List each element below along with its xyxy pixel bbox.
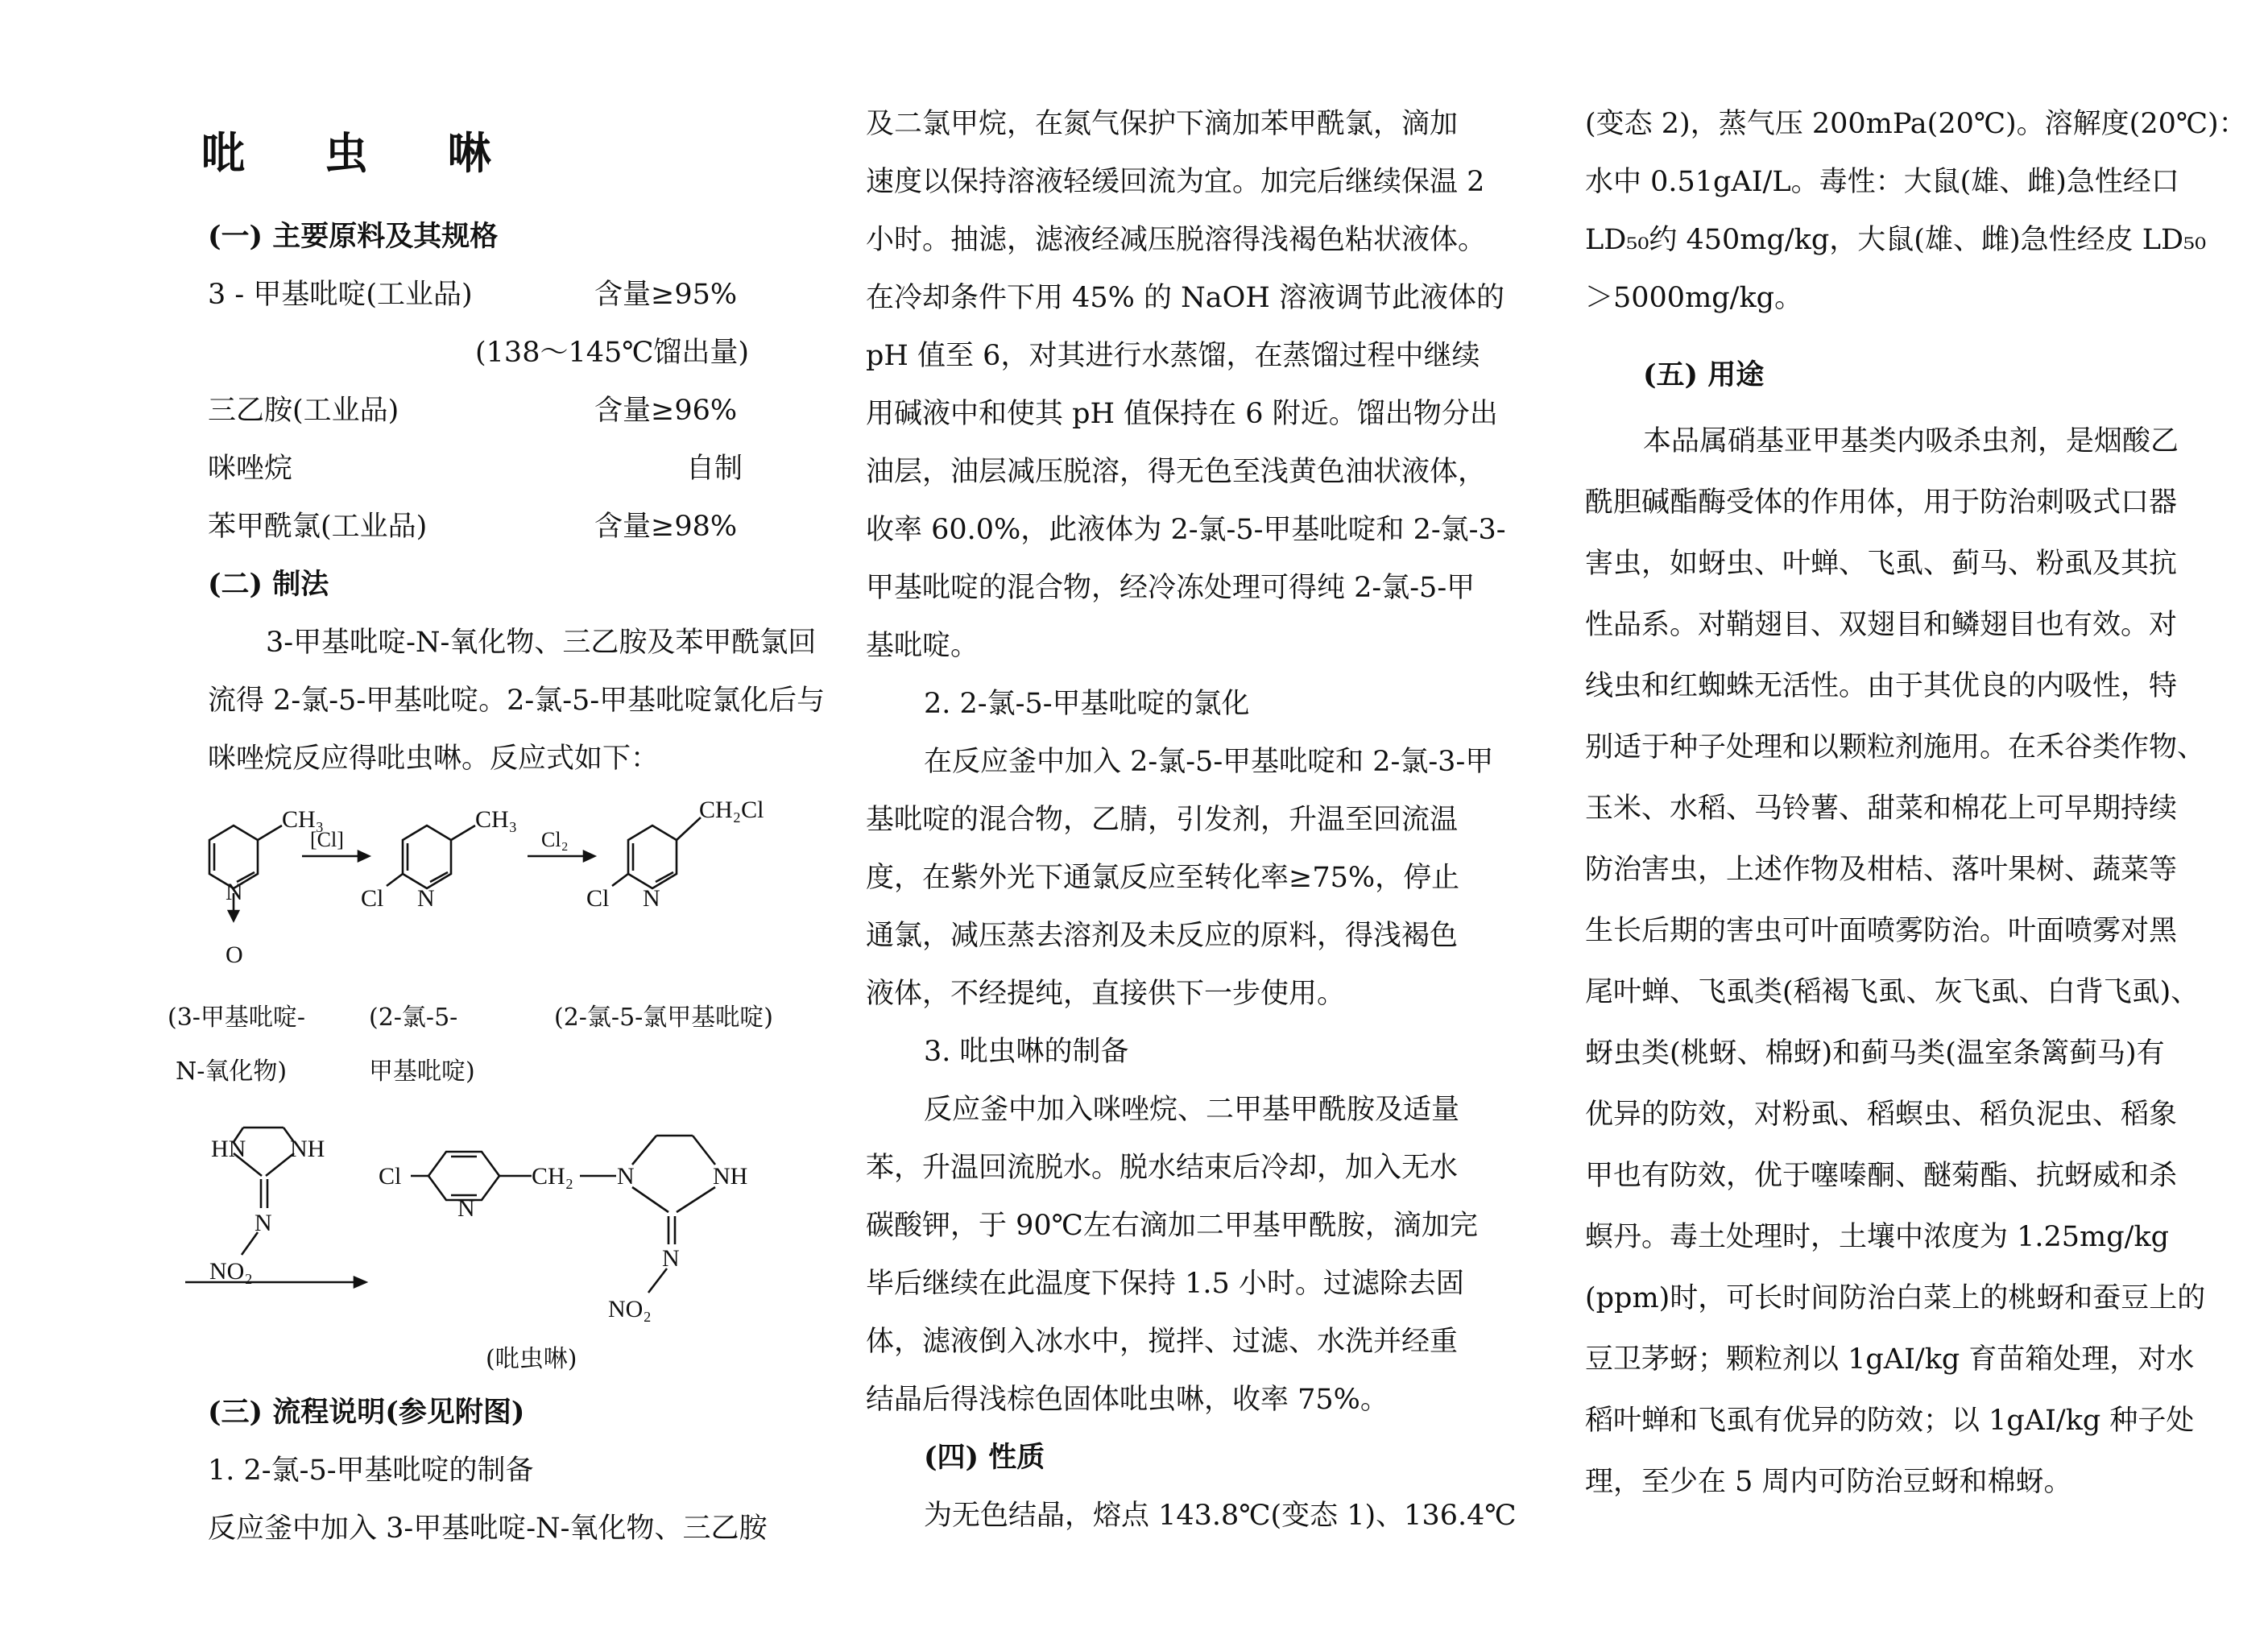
no2-label: NO₂ — [608, 1296, 652, 1322]
n-label: N — [226, 879, 243, 905]
cl-label: Cl — [361, 885, 384, 912]
n-label: N — [255, 1210, 272, 1236]
section-heading-process: (三) 流程说明(参见附图) — [208, 1396, 525, 1429]
pyridine-ring-2 — [387, 826, 475, 888]
section-heading-properties: (四) 性质 — [924, 1441, 1045, 1474]
paragraph-line: 在反应釜中加入 2-氯-5-甲基吡啶和 2-氯-3-甲 — [924, 746, 1494, 778]
cl-label: Cl — [586, 885, 610, 912]
n-label: N — [617, 1163, 635, 1190]
paragraph-line: 速度以保持溶液轻缓回流为宜。加完后继续保温 2 — [866, 166, 1485, 198]
paragraph-line: 豆卫茅蚜；颗粒剂以 1gAI/kg 育苗箱处理，对水 — [1585, 1343, 2195, 1376]
pyridine-ring-3 — [612, 817, 701, 888]
arrow-reagent: Cl₂ — [541, 828, 569, 851]
paragraph-line: 在冷却条件下用 45% 的 NaOH 溶液调节此液体的 — [866, 282, 1505, 314]
paragraph-line: ＞5000mg/kg。 — [1585, 282, 1803, 314]
paragraph-line: 螟丹。毒土处理时，土壤中浓度为 1.25mg/kg — [1585, 1221, 2170, 1253]
cl-label: Cl — [379, 1163, 402, 1190]
paragraph-line: 基吡啶的混合物，乙腈，引发剂，升温至回流温 — [866, 804, 1459, 836]
paragraph-line: 及二氯甲烷，在氮气保护下滴加苯甲酰氯，滴加 — [866, 108, 1459, 140]
compound-label: (2-氯-5- — [369, 1004, 458, 1032]
paragraph-line: 液体，不经提纯，直接供下一步使用。 — [866, 978, 1346, 1010]
paragraph-line: pH 值至 6，对其进行水蒸馏，在蒸馏过程中继续 — [866, 340, 1480, 372]
material-name: 咪唑烷 — [208, 453, 293, 485]
compound-label: N-氧化物) — [176, 1057, 288, 1086]
paragraph-line: 流得 2-氯-5-甲基吡啶。2-氯-5-甲基吡啶氯化后与 — [208, 685, 826, 717]
material-name: 三乙胺(工业品) — [208, 395, 399, 427]
compound-label: (2-氯-5-氯甲基吡啶) — [554, 1004, 773, 1032]
paragraph-line: 度，在紫外光下通氯反应至转化率≥75%，停止 — [866, 862, 1460, 894]
paragraph-line: 碳酸钾，于 90℃左右滴加二甲基甲酰胺，滴加完 — [866, 1210, 1478, 1242]
paragraph-line: 本品属硝基亚甲基类内吸杀虫剂，是烟酸乙 — [1643, 425, 2179, 457]
paragraph-line: 反应釜中加入 3-甲基吡啶-N-氧化物、三乙胺 — [208, 1513, 768, 1545]
paragraph-line: 水中 0.51gAI/L。毒性：大鼠(雄、雌)急性经口 — [1585, 166, 2179, 198]
paragraph-line: (ppm)时，可长时间防治白菜上的桃蚜和蚕豆上的 — [1585, 1282, 2206, 1314]
paragraph-line: 用碱液中和使其 pH 值保持在 6 附近。馏出物分出 — [866, 398, 1498, 430]
paragraph-line: 线虫和红蜘蛛无活性。由于其优良的内吸性，特 — [1585, 670, 2178, 702]
paragraph-line: 毕后继续在此温度下保持 1.5 小时。过滤除去固 — [866, 1268, 1464, 1300]
ch2cl-label: CH₂Cl — [699, 797, 764, 823]
ch3-label: CH₃ — [282, 806, 325, 833]
arrow-reagent: [Cl] — [310, 828, 344, 851]
paragraph-line: 结晶后得浅棕色固体吡虫啉，收率 75%。 — [866, 1384, 1389, 1416]
product-pyridine-ring — [411, 1152, 532, 1200]
paragraph-line: 酰胆碱酯酶受体的作用体，用于防治刺吸式口器 — [1585, 486, 2178, 519]
paragraph-line: 稻叶蝉和飞虱有优异的防效；以 1gAI/kg 种子处 — [1585, 1405, 2195, 1437]
subsection-heading: 3. 吡虫啉的制备 — [924, 1036, 1129, 1068]
n-label: N — [417, 885, 435, 912]
paragraph-line: 优异的防效，对粉虱、稻螟虫、稻负泥虫、稻象 — [1585, 1099, 2178, 1131]
no2-label: NO₂ — [209, 1258, 253, 1285]
paragraph-line: 别适于种子处理和以颗粒剂施用。在禾谷类作物、 — [1585, 731, 2206, 764]
n-label: N — [643, 885, 660, 912]
paragraph-line: 油层，油层减压脱溶，得无色至浅黄色油状液体， — [866, 456, 1487, 488]
paragraph-line: 3-甲基吡啶-N-氧化物、三乙胺及苯甲酰氯回 — [266, 627, 817, 659]
paragraph-line: 性品系。对鞘翅目、双翅目和鳞翅目也有效。对 — [1585, 609, 2178, 641]
reaction-scheme-step1 — [161, 793, 822, 1003]
section-heading-uses: (五) 用途 — [1643, 358, 1765, 391]
ch2-label: CH₂ — [532, 1163, 574, 1190]
material-spec: 含量≥96% — [594, 395, 738, 427]
paragraph-line: 蚜虫类(桃蚜、棉蚜)和蓟马类(温室条篱蓟马)有 — [1585, 1037, 2165, 1070]
reaction-scheme-step2 — [177, 1103, 822, 1329]
paragraph-line: 生长后期的害虫可叶面喷雾防治。叶面喷雾对黑 — [1585, 915, 2178, 947]
section-heading-materials: (一) 主要原料及其规格 — [208, 220, 499, 253]
nh-label: NH — [290, 1136, 325, 1162]
paragraph-line: 尾叶蝉、飞虱类(稻褐飞虱、灰飞虱、白背飞虱)、 — [1585, 976, 2200, 1008]
paragraph-line: 甲也有防效，优于噻嗪酮、醚菊酯、抗蚜威和杀 — [1585, 1160, 2178, 1192]
paragraph-line: 害虫，如蚜虫、叶蝉、飞虱、蓟马、粉虱及其抗 — [1585, 548, 2178, 580]
paragraph-line: 防治害虫，上述作物及柑桔、落叶果树、蔬菜等 — [1585, 854, 2178, 886]
paragraph-line: 苯，升温回流脱水。脱水结束后冷却，加入无水 — [866, 1152, 1459, 1184]
pyridine-ring-1 — [209, 826, 282, 921]
paragraph-line: LD₅₀约 450mg/kg，大鼠(雄、雌)急性经皮 LD₅₀ — [1585, 224, 2207, 256]
compound-label: (3-甲基吡啶- — [168, 1004, 306, 1032]
ch3-label: CH₃ — [475, 806, 518, 833]
paragraph-line: 为无色结晶，熔点 143.8℃(变态 1)、136.4℃ — [924, 1500, 1517, 1532]
paragraph-line: (变态 2)，蒸气压 200mPa(20℃)。溶解度(20℃)： — [1585, 108, 2247, 140]
paragraph-line: 玉米、水稻、马铃薯、甜菜和棉花上可早期持续 — [1585, 793, 2178, 825]
n-label: N — [457, 1195, 475, 1222]
paragraph-line: 体，滤液倒入冰水中，搅拌、过滤、水洗并经重 — [866, 1326, 1459, 1358]
paragraph-line: 通氯，减压蒸去溶剂及未反应的原料，得浅褐色 — [866, 920, 1459, 952]
paragraph-line: 收率 60.0%，此液体为 2-氯-5-甲基吡啶和 2-氯-3- — [866, 514, 1506, 546]
hn-label: HN — [211, 1136, 246, 1162]
paragraph-line: 反应釜中加入咪唑烷、二甲基甲酰胺及适量 — [924, 1094, 1460, 1126]
material-spec: (138～145℃馏出量) — [475, 337, 750, 369]
paragraph-line: 基吡啶。 — [866, 630, 979, 662]
product-label: (吡虫啉) — [486, 1345, 577, 1373]
material-spec: 含量≥98% — [594, 511, 738, 543]
paragraph-line: 甲基吡啶的混合物，经冷冻处理可得纯 2-氯-5-甲 — [866, 572, 1475, 604]
o-label: O — [226, 942, 243, 968]
subsection-heading: 1. 2-氯-5-甲基吡啶的制备 — [208, 1455, 534, 1487]
nh-label: NH — [713, 1163, 748, 1190]
section-heading-method: (二) 制法 — [208, 568, 329, 601]
paragraph-line: 咪唑烷反应得吡虫啉。反应式如下： — [208, 743, 660, 775]
compound-label: 甲基吡啶) — [369, 1057, 475, 1086]
material-spec: 含量≥95% — [594, 279, 738, 311]
page-title: 吡 虫 啉 — [201, 127, 524, 179]
paragraph-line: 理，至少在 5 周内可防治豆蚜和棉蚜。 — [1585, 1466, 2072, 1498]
material-spec: 自制 — [686, 453, 743, 485]
paragraph-line: 小时。抽滤，滤液经减压脱溶得浅褐色粘状液体。 — [866, 224, 1487, 256]
subsection-heading: 2. 2-氯-5-甲基吡啶的氯化 — [924, 688, 1250, 720]
material-name: 3 - 甲基吡啶(工业品) — [208, 279, 473, 311]
n-label: N — [662, 1245, 680, 1272]
material-name: 苯甲酰氯(工业品) — [208, 511, 428, 543]
